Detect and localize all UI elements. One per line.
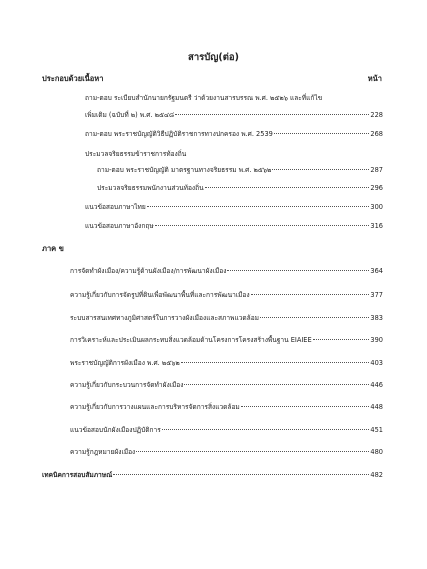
toc-page-number: 228 [370,111,383,119]
toc-entry-text: ถาม-ตอบ ระเบียบสำนักนายกรัฐมนตรี ว่าด้วยงานสารบรรณ พ.ศ. ๒๕๒๖ และที่แก้ไข [85,94,323,102]
dot-leader [274,133,370,134]
toc-entry [97,184,383,193]
toc-page-number: 482 [370,471,383,479]
toc-entry-text: ความรู้กฎหมายผังเมือง [70,448,136,456]
toc-entry-text: ความรู้เกี่ยวกับการวางแผนและการบริหารจัดการสิ่งแวดล้อม [70,403,240,411]
dot-leader [136,451,369,452]
toc-page-number: 448 [370,403,383,411]
toc-page-number: 451 [370,426,383,434]
toc-entry [70,267,383,276]
page-column-header: หน้า [367,74,382,83]
toc-entry [70,426,383,435]
toc-entry-text: พระราชบัญญัติการผังเมือง พ.ศ. ๒๕๖๒ [70,359,180,367]
dot-leader [181,362,370,363]
toc-entry [70,314,383,323]
toc-entry [85,222,383,231]
dot-leader [313,339,370,340]
toc-entry-text: ประมวลจริยธรรมพนักงานส่วนท้องถิ่น [97,184,204,192]
toc-page-number: 268 [370,130,383,138]
toc-entry-text: ความรู้เกี่ยวกับการจัดรูปที่ดินเพื่อพัฒนาพื้นที่และการพัฒนาเมือง [70,291,250,299]
toc-entry [70,359,383,368]
toc-entry-text: เทคนิคการสอบสัมภาษณ์ [42,471,113,479]
dot-leader [227,270,369,271]
toc-entry [70,336,383,345]
toc-entry [85,111,383,120]
toc-page-number: 403 [370,359,383,367]
toc-page-number: 377 [370,291,383,299]
toc-entry [42,471,383,480]
toc-entry-text: ประมวลจริยธรรมข้าราชการท้องถิ่น [85,150,187,158]
toc-page-number: 316 [370,222,383,230]
contents-header: ประกอบด้วยเนื้อหา [42,74,104,83]
dot-leader [155,225,370,226]
dot-leader [184,384,369,385]
toc-entry-text: ถาม-ตอบ พระราชบัญญัติ มาตรฐานทางจริยธรรม พ.ศ. ๒๕๖๒ [97,166,272,174]
toc-entry-text: การวิเคราะห์และประเมินผลกระทบสิ่งแวดล้อมด้านโครงการโครงสร้างพื้นฐาน EIAIEE [70,336,312,344]
toc-entry-text: แนวข้อสอบนักผังเมืองปฏิบัติการ [70,426,161,434]
toc-entry [70,381,383,390]
dot-leader [260,317,369,318]
toc-page-number: 480 [370,448,383,456]
toc-page-number: 300 [370,203,383,211]
dot-leader [241,406,370,407]
page-title: สารบัญ(ต่อ) [188,52,239,63]
toc-entry [97,166,383,175]
toc-entry [85,130,383,139]
dot-leader [175,114,369,115]
toc-page-number: 390 [370,336,383,344]
dot-leader [113,474,369,475]
toc-entry [70,403,383,412]
toc-page-number: 287 [370,166,383,174]
dot-leader [147,206,370,207]
toc-entry-text: ถาม-ตอบ พระราชบัญญัติวิธีปฏิบัติราชการทางปกครอง พ.ศ. 2539 [85,130,273,138]
toc-page-number: 296 [370,184,383,192]
toc-page-number: 383 [370,314,383,322]
toc-page-number: 446 [370,381,383,389]
toc-entry [70,291,383,300]
toc-page-number: 364 [370,267,383,275]
toc-entry-text: แนวข้อสอบภาษาอังกฤษ [85,222,154,230]
section-heading: ภาค ข [42,244,64,253]
toc-entry-text: การจัดทำผังเมือง/ความรู้ด้านผังเมือง/การพัฒนาผังเมือง [70,267,227,275]
toc-entry-text: ความรู้เกี่ยวกับกระบวนการจัดทำผังเมือง [70,381,184,389]
toc-entry-text: แนวข้อสอบภาษาไทย [85,203,146,211]
toc-entry [70,448,383,457]
toc-entry [85,203,383,212]
toc-entry-text: เพิ่มเติม (ฉบับที่ ๒) พ.ศ. ๒๕๔๘ [85,111,175,119]
toc-entry-text: ระบบสารสนเทศทางภูมิศาสตร์ในการวางผังเมืองและสภาพแวดล้อม [70,314,260,322]
dot-leader [251,294,370,295]
dot-leader [205,187,370,188]
dot-leader [162,429,370,430]
dot-leader [272,169,369,170]
